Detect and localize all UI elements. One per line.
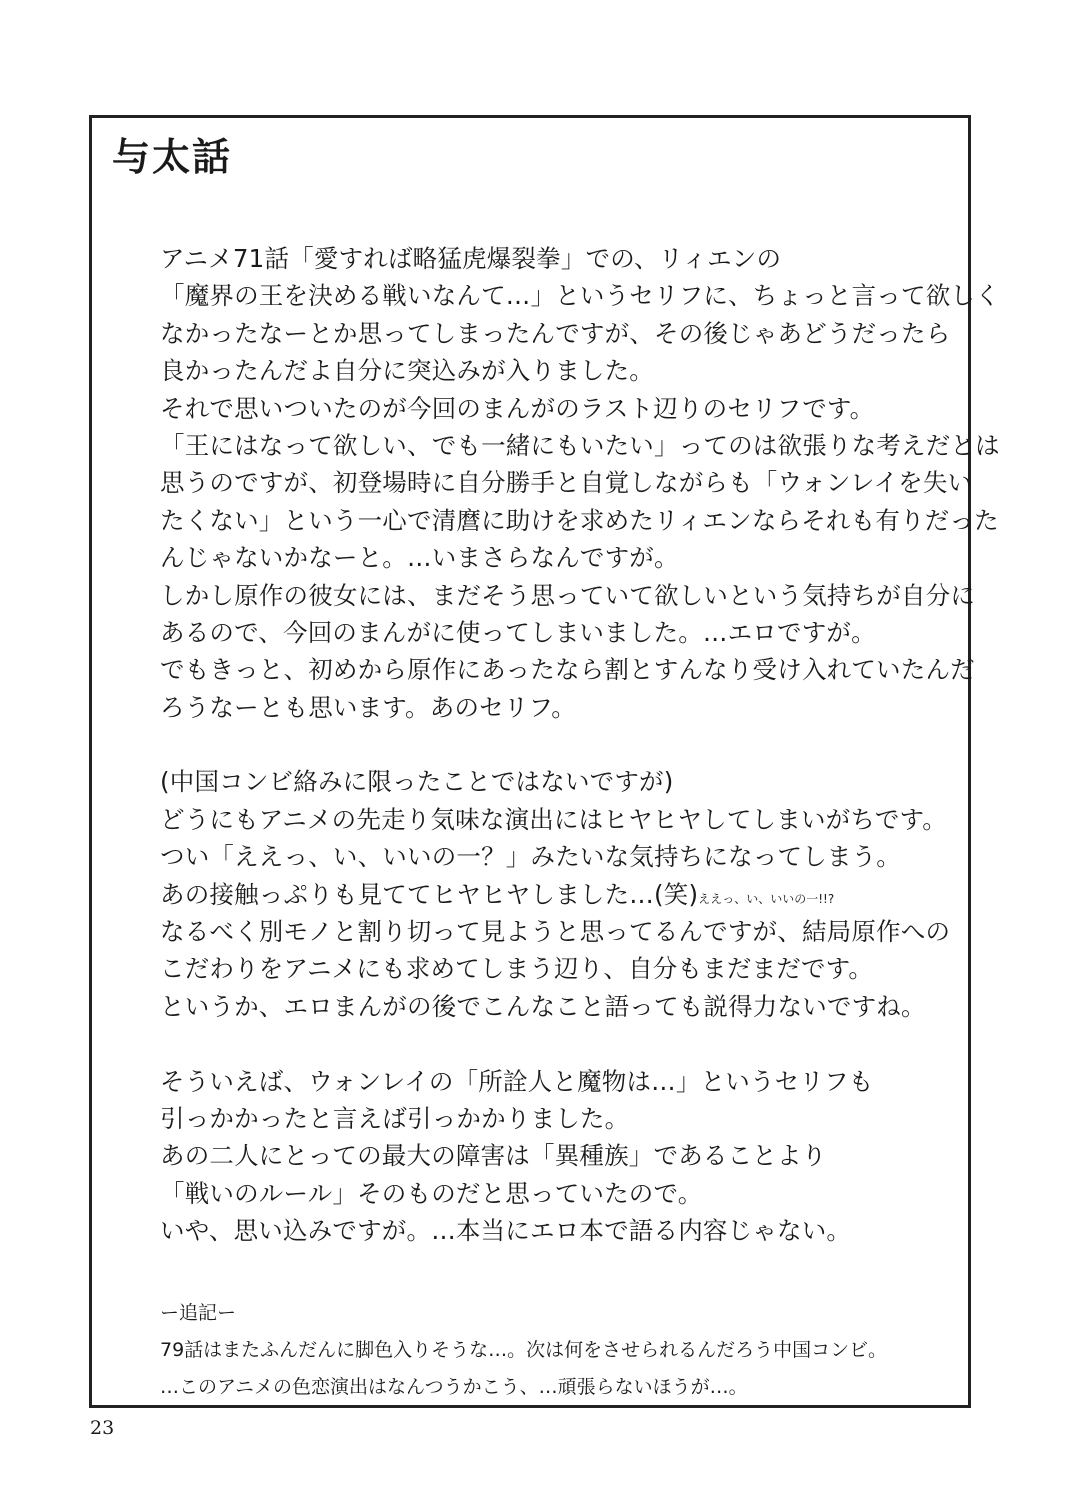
text-line: つい「ええっ、い、いいの一？」みたいな気持ちになってしまう。: [160, 842, 901, 872]
text-line: 「戦いのルール」そのものだと思っていたので。: [160, 1178, 703, 1208]
essay-body: [160, 240, 1000, 1250]
page-title: 与太話: [112, 135, 233, 179]
paragraph-gap: [160, 726, 950, 763]
text-line: 引っかかったと言えば引っかかりました。: [160, 1103, 630, 1133]
text-line: でもきっと、初めから原作にあったなら割とすんなり受け入れていたんだ: [160, 655, 975, 685]
text-line: んじゃないかなーと。…いまさらなんですが。: [160, 543, 679, 573]
text-line-mixed: [160, 876, 950, 913]
text-line: あの二人にとっての最大の障害は「異種族」であることより: [160, 1141, 827, 1171]
page-number: 23: [90, 1417, 115, 1439]
text-line-main: あの接触っぷりも見ててヒヤヒヤしました…(笑): [160, 879, 699, 909]
text-line: (中国コンビ絡みに限ったことではないですが): [160, 767, 674, 797]
text-line: それで思いついたのが今回のまんがのラスト辺りのセリフです。: [160, 393, 875, 423]
paragraph-gap: [160, 1025, 950, 1062]
text-line: そういえば、ウォンレイの「所詮人と魔物は…」というセリフも: [160, 1066, 874, 1096]
text-line: なるべく別モノと割り切って見ようと思ってるんですが、結局原作への: [160, 917, 951, 947]
postscript-line: 79話はまたふんだんに脚色入りそうな…。次は何をさせられるんだろう中国コンビ。: [160, 1339, 887, 1361]
text-line-small-aside: ええっ、い、いいの一!!?: [698, 891, 835, 906]
postscript-line: …このアニメの色恋演出はなんつうかこう、…頑張らないほうが…。: [160, 1376, 748, 1398]
text-line: なかったなーとか思ってしまったんですが、その後じゃあどうだったら: [160, 318, 951, 348]
text-line: どうにもアニメの先走り気味な演出にはヒヤヒヤしてしまいがちです。: [160, 804, 947, 834]
text-line: 「魔界の王を決める戦いなんて…」というセリフに、ちょっと言って欲しく: [160, 281, 1000, 311]
text-line: こだわりをアニメにも求めてしまう辺り、自分もまだまだです。: [160, 954, 874, 984]
text-line: 良かったんだよ自分に突込みが入りました。: [160, 356, 654, 386]
text-line: ろうなーとも思います。あのセリフ。: [160, 692, 576, 722]
text-line: しかし原作の彼女には、まだそう思っていて欲しいという気持ちが自分に: [160, 580, 976, 610]
text-line: というか、エロまんがの後でこんなこと語っても説得力ないですね。: [160, 991, 926, 1021]
text-line: アニメ71話「愛すれば略猛虎爆裂拳」での、リィエンの: [160, 244, 782, 273]
text-line: たくない」という一心で清麿に助けを求めたリィエンならそれも有りだった: [160, 505, 999, 535]
text-line: あるので、今回のまんがに使ってしまいました。…エロですが。: [160, 617, 876, 647]
postscript-heading: ー追記ー: [160, 1302, 237, 1324]
text-line: 思うのですが、初登場時に自分勝手と自覚しながらも「ウォンレイを失い: [160, 468, 973, 498]
text-line: 「王にはなって欲しい、でも一緒にもいたい」ってのは欲張りな考えだとは: [160, 430, 1000, 460]
text-line: いや、思い込みですが。…本当にエロ本で語る内容じゃない。: [160, 1216, 852, 1246]
postscript: [160, 1295, 950, 1406]
